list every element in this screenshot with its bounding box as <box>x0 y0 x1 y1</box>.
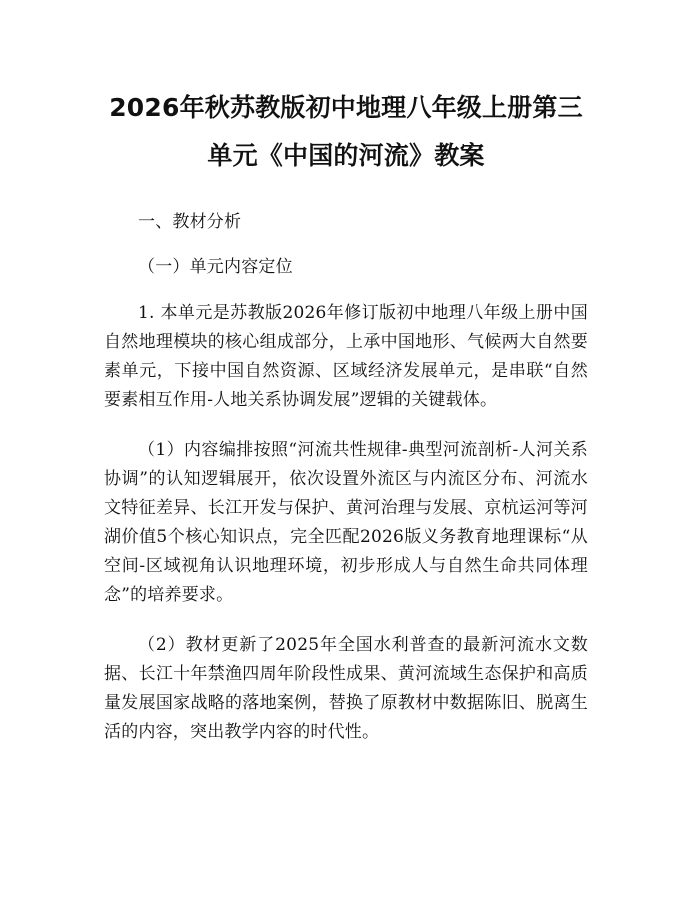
paragraph-unit-overview: 1. 本单元是苏教版2026年修订版初中地理八年级上册中国自然地理模块的核心组成部分，上承中国地形、气候两大自然要素单元，下接中国自然资源、区域经济发展单元，是串联“自然要素相互作用-人地关系协调发展”逻辑的关键载体。 <box>104 303 588 410</box>
document-title: 2026年秋苏教版初中地理八年级上册第三单元《中国的河流》教案 <box>109 93 583 170</box>
paragraph-content-arrangement: （1）内容编排按照“河流共性规律-典型河流剖析-人河关系协调”的认知逻辑展开，依次设置外流区与内流区分布、河流水文特征差异、长江开发与保护、黄河治理与发展、京杭运河等河湖价值5个核心知识点，完全匹配2026版义务教育地理课标“从空间-区域视角认识地理环境，初步形成人与自然生命共同体理念”的培养要求。 <box>104 440 588 605</box>
paragraph-textbook-updates: （2）教材更新了2025年全国水利普查的最新河流水文数据、长江十年禁渔四周年阶段性成果、黄河流域生态保护和高质量发展国家战略的落地案例，替换了原教材中数据陈旧、脱离生活的内容，突出教学内容的时代性。 <box>104 635 588 742</box>
subsection-heading-unit-positioning: （一）单元内容定位 <box>138 257 293 277</box>
section-heading-textbook-analysis: 一、教材分析 <box>138 212 242 232</box>
